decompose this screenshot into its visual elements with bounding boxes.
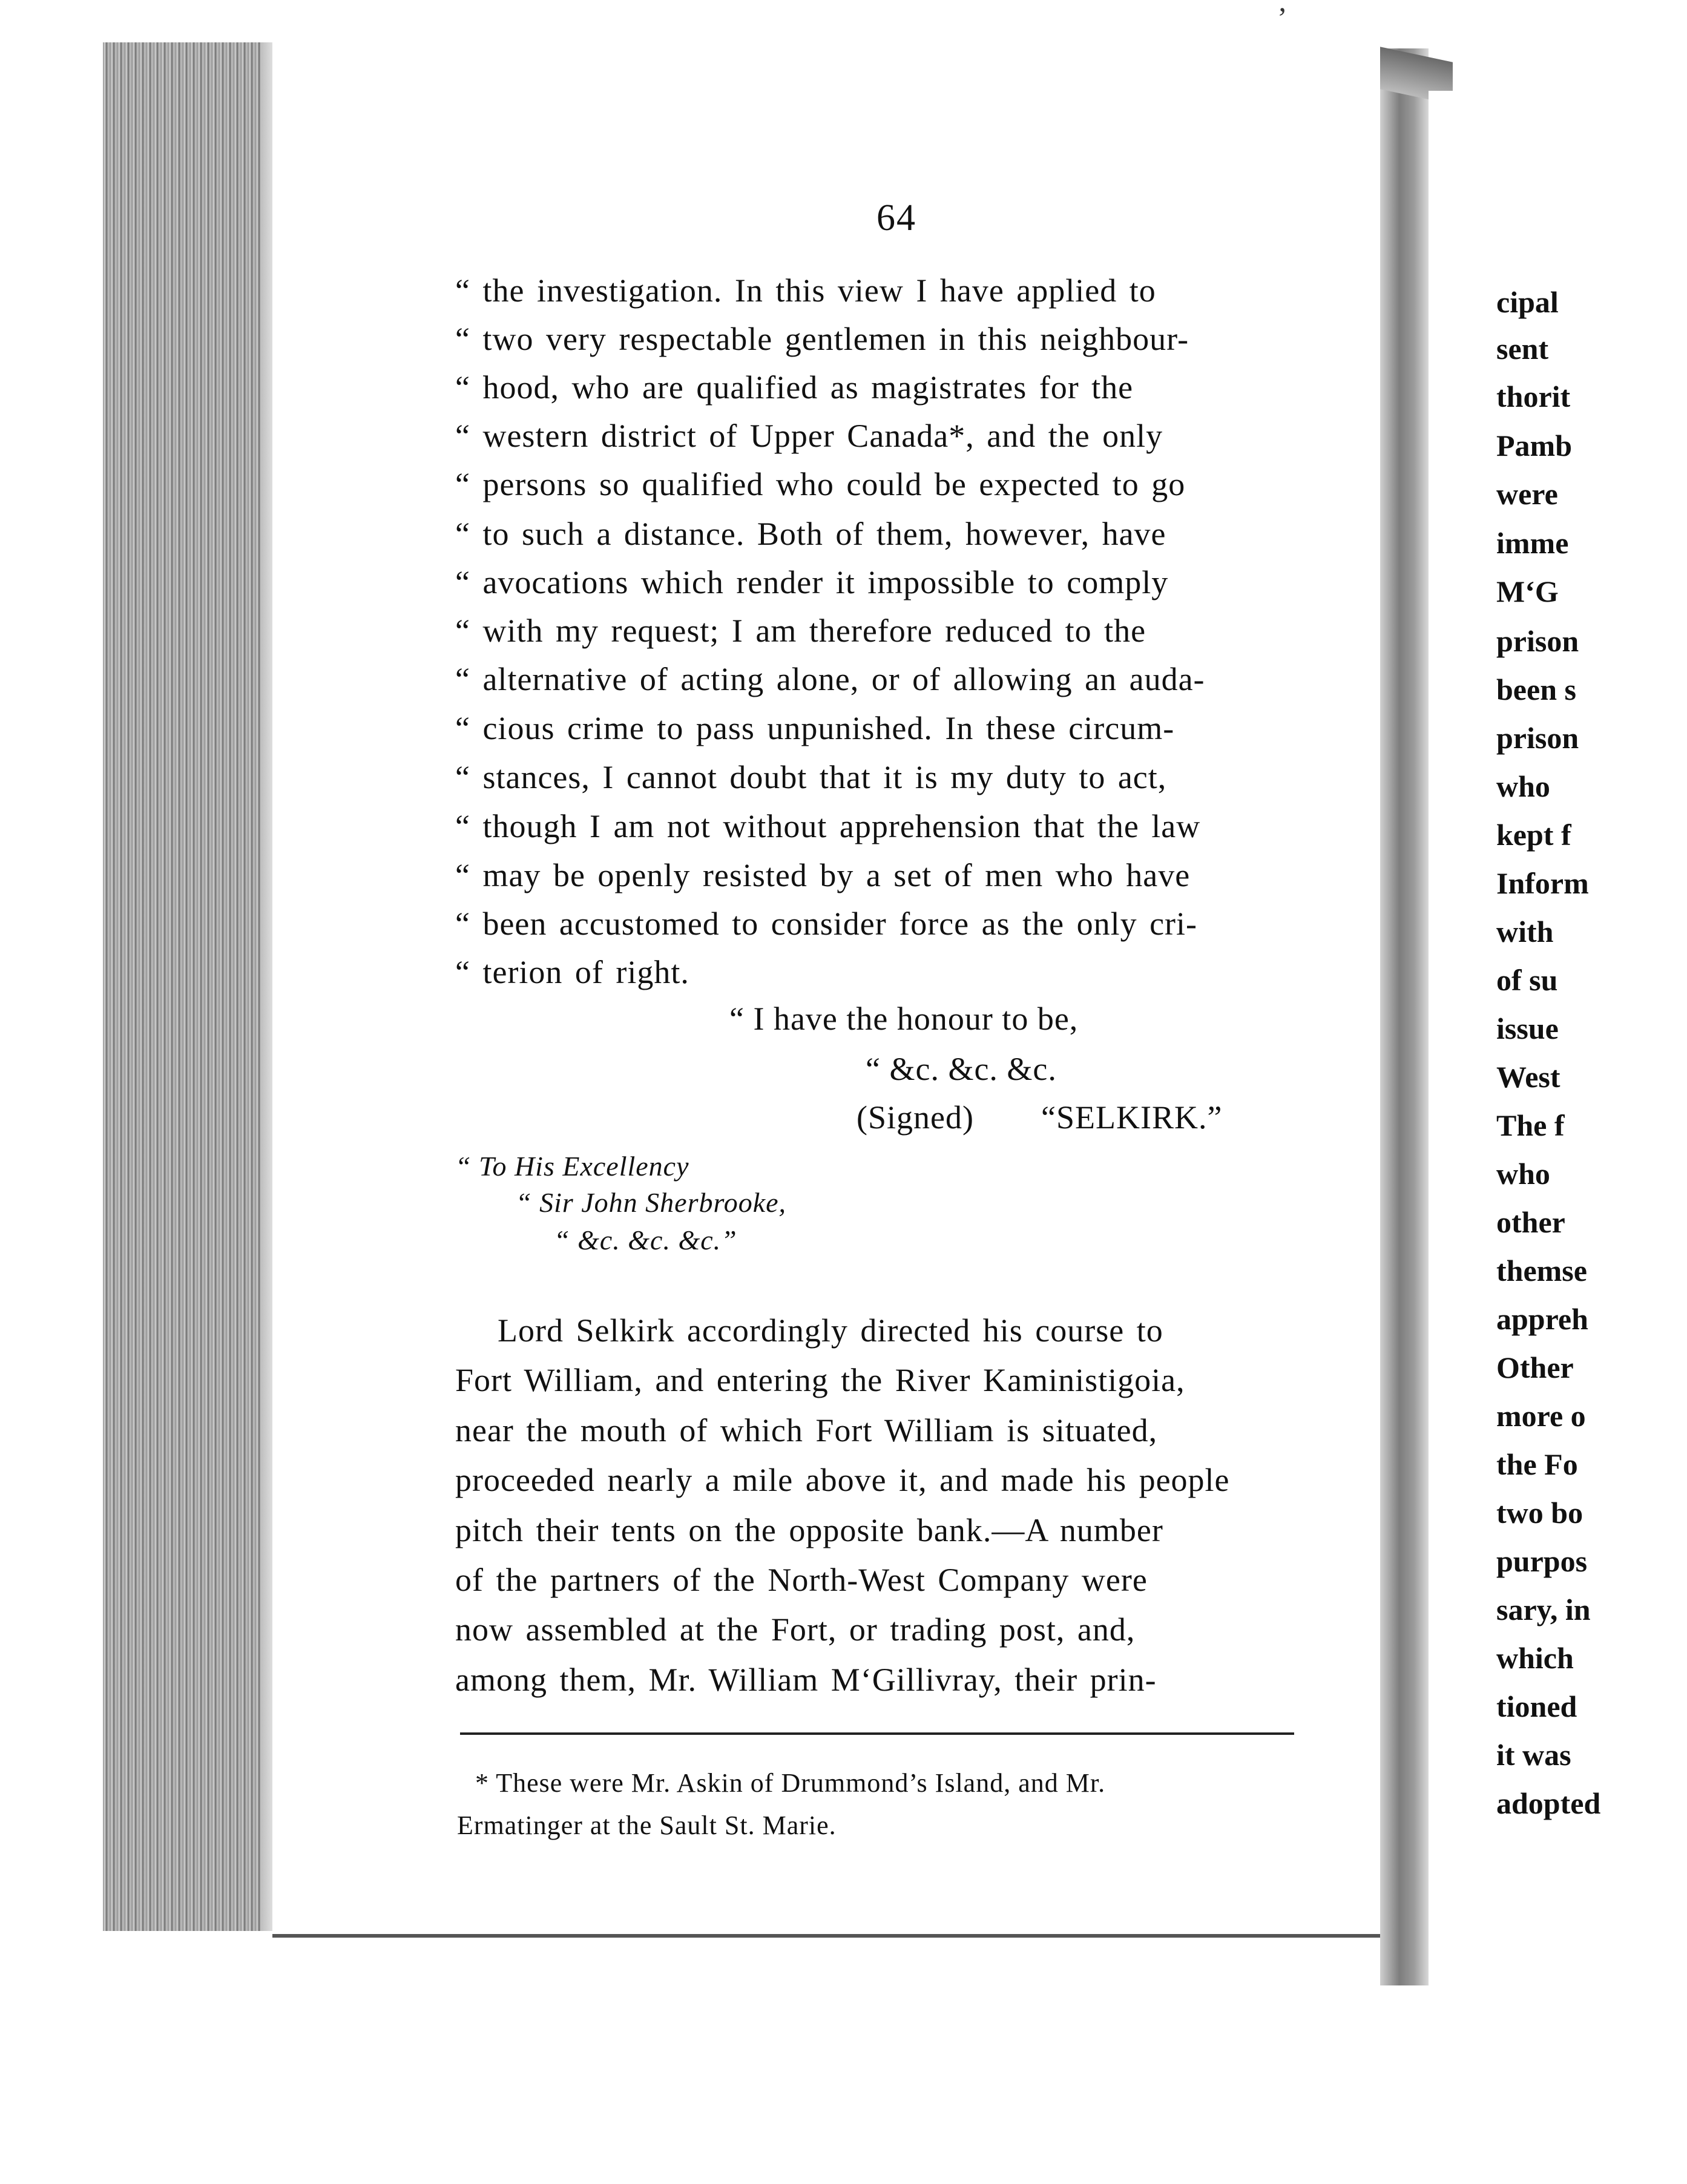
- facing-line: with: [1496, 915, 1554, 949]
- body-line: Lord Selkirk accordingly directed his course to: [498, 1312, 1163, 1349]
- facing-line: Pamb: [1496, 429, 1572, 462]
- facing-line: tioned: [1496, 1689, 1577, 1723]
- signature: “SELKIRK.”: [1041, 1099, 1223, 1136]
- facing-line: purpos: [1496, 1544, 1588, 1578]
- body-line: of the partners of the North-West Company were: [455, 1562, 1148, 1598]
- page-block-edge: [103, 42, 272, 1931]
- body-line: now assembled at the Fort, or trading post, and,: [455, 1611, 1136, 1648]
- facing-line: who: [1496, 769, 1550, 803]
- letter-line: “ stances, I cannot doubt that it is my duty to act,: [455, 759, 1167, 795]
- facing-line: appreh: [1496, 1302, 1588, 1336]
- signed-label: (Signed): [857, 1099, 974, 1136]
- body-line: near the mouth of which Fort William is situated,: [455, 1412, 1158, 1449]
- facing-line: which: [1496, 1641, 1574, 1675]
- letter-line: “ persons so qualified who could be expected to go: [455, 466, 1186, 502]
- letter-line: “ though I am not without apprehension that the law: [455, 808, 1201, 844]
- book-gutter: [1380, 48, 1429, 1985]
- facing-line: sent: [1496, 332, 1549, 366]
- letter-line: “ alternative of acting alone, or of allowing an auda-: [455, 661, 1205, 697]
- letter-line: “ western district of Upper Canada*, and the only: [455, 418, 1163, 454]
- address-line: “ &c. &c. &c.”: [554, 1225, 737, 1255]
- letter-line: “ cious crime to pass unpunished. In these circum-: [455, 710, 1175, 746]
- letter-line: “ terion of right.: [455, 954, 689, 990]
- facing-line: The f: [1496, 1108, 1565, 1142]
- closing-honour: “ I have the honour to be,: [729, 1001, 1079, 1037]
- scan-mark: ’: [1277, 1, 1287, 35]
- letter-line: “ to such a distance. Both of them, however, have: [455, 516, 1166, 552]
- letter-line: “ avocations which render it impossible to comply: [455, 564, 1169, 600]
- letter-line: “ with my request; I am therefore reduced to the: [455, 613, 1146, 649]
- footnote-line: * These were Mr. Askin of Drummond’s Island, and Mr.: [475, 1768, 1106, 1798]
- facing-line: kept f: [1496, 818, 1571, 852]
- facing-line: adopted: [1496, 1786, 1601, 1820]
- letter-line: “ hood, who are qualified as magistrates for the: [455, 369, 1134, 406]
- facing-line: sary, in: [1496, 1593, 1591, 1626]
- letter-line: “ two very respectable gentlemen in this neighbour-: [455, 321, 1189, 357]
- body-line: Fort William, and entering the River Kaministigoia,: [455, 1362, 1185, 1398]
- facing-line: imme: [1496, 526, 1569, 560]
- facing-line: were: [1496, 477, 1558, 511]
- facing-line: the Fo: [1496, 1447, 1578, 1481]
- facing-line: it was: [1496, 1738, 1571, 1772]
- facing-line: themse: [1496, 1254, 1587, 1288]
- facing-line: cipal: [1496, 285, 1559, 319]
- address-line: “ Sir John Sherbrooke,: [516, 1187, 787, 1218]
- letter-line: “ the investigation. In this view I have applied to: [455, 272, 1156, 309]
- letter-line: “ may be openly resisted by a set of men who have: [455, 857, 1191, 893]
- body-line: among them, Mr. William M‘Gillivray, their prin-: [455, 1662, 1157, 1698]
- footnote-line: Ermatinger at the Sault St. Marie.: [457, 1811, 837, 1840]
- facing-line: more o: [1496, 1399, 1586, 1433]
- letter-line: “ been accustomed to consider force as the only cri-: [455, 906, 1198, 942]
- facing-line: prison: [1496, 721, 1579, 755]
- facing-line: who: [1496, 1157, 1550, 1191]
- facing-line: West: [1496, 1060, 1560, 1094]
- facing-line: thorit: [1496, 380, 1571, 413]
- facing-line: M‘G: [1496, 574, 1559, 608]
- facing-line: other: [1496, 1205, 1565, 1239]
- footnote-rule: [460, 1732, 1294, 1735]
- body-line: proceeded nearly a mile above it, and made his people: [455, 1462, 1230, 1498]
- facing-line: Other: [1496, 1350, 1574, 1384]
- facing-line: issue: [1496, 1011, 1559, 1045]
- body-line: pitch their tents on the opposite bank.—A number: [455, 1512, 1163, 1548]
- facing-line: prison: [1496, 624, 1579, 658]
- address-line: “ To His Excellency: [455, 1151, 689, 1182]
- facing-line: of su: [1496, 963, 1558, 997]
- page-number: 64: [876, 197, 916, 238]
- facing-line: Inform: [1496, 866, 1589, 900]
- facing-line: two bo: [1496, 1496, 1583, 1530]
- facing-line: been s: [1496, 673, 1576, 706]
- closing-etc: “ &c. &c. &c.: [866, 1051, 1057, 1087]
